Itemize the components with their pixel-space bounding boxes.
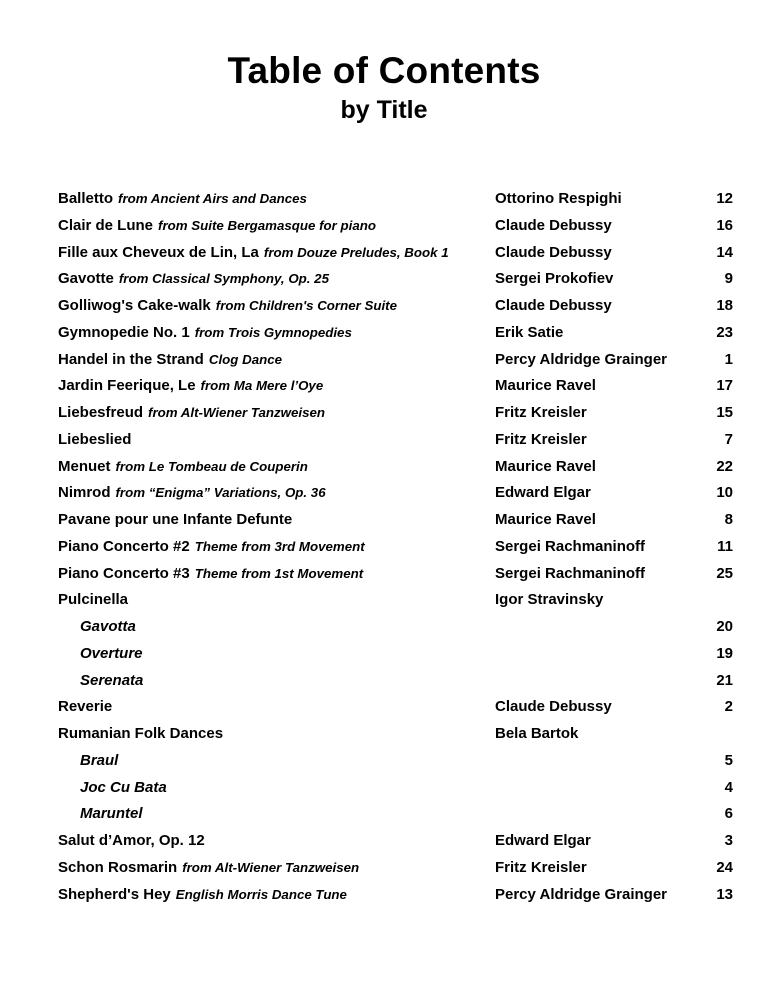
toc-entry-subtitle: English Morris Dance Tune [175,886,347,902]
toc-entry-composer: Maurice Ravel [495,457,596,475]
toc-entry-row[interactable] [0,347,768,374]
page-title-subtitle: by Title [340,95,428,124]
page-title-main: Table of Contents [227,50,541,91]
toc-entry-title-cell [58,186,307,213]
toc-entry-title: Overture [80,644,143,662]
toc-entry-page-number: 16 [716,216,733,234]
toc-entry-title: Joc Cu Bata [80,778,167,796]
toc-entry-page-number: 10 [716,484,733,502]
toc-entry-row[interactable] [0,213,768,240]
toc-entry-row[interactable] [0,186,768,213]
toc-entry-subtitle: Clog Dance [208,351,283,367]
toc-entry-title-cell [58,454,308,481]
toc-entry-title-cell [58,561,363,588]
toc-entry-composer: Sergei Rachmaninoff [495,564,646,582]
toc-entry-title-cell [58,266,329,293]
toc-entry-title-cell [58,347,282,374]
toc-entry-row[interactable] [0,373,768,400]
toc-entry-page-number: 21 [716,671,733,689]
toc-entry-title-cell [58,855,359,882]
toc-entry-title-cell [58,373,323,400]
toc-entry-title: Salut d’Amor, Op. 12 [58,832,205,849]
toc-entry-row[interactable] [0,828,768,855]
toc-entry-title: Clair de Lune [58,216,154,234]
toc-entry-title: Liebesfreud [58,404,144,421]
toc-entry-row[interactable] [0,507,768,534]
toc-entry-page-number: 22 [716,457,733,475]
toc-entry-page-number: 14 [716,243,733,261]
toc-entry-title: Liebeslied [58,430,132,448]
toc-entry-composer: Erik Satie [495,323,564,341]
toc-entry-row[interactable] [0,775,768,802]
page-title [0,52,768,126]
toc-entry-page-number: 17 [716,377,733,395]
toc-entry-subtitle: Theme from 1st Movement [194,565,364,581]
toc-entry-subtitle: from Le Tombeau de Couperin [115,458,308,474]
toc-entry-title: Reverie [58,698,113,716]
toc-entry-page-number: 6 [724,805,733,823]
toc-entry-title-cell [58,213,376,240]
toc-entry-page-number: 13 [716,885,733,903]
toc-entry-title: Pulcinella [58,591,129,609]
toc-entry-subtitle: from Alt-Wiener Tanzweisen [182,859,360,875]
toc-entry-title-cell [80,614,136,641]
toc-entry-list [0,186,768,908]
toc-entry-composer: Sergei Prokofiev [495,270,614,288]
toc-entry-composer: Fritz Kreisler [495,858,587,876]
toc-entry-title-cell [80,641,143,668]
toc-entry-page-number: 12 [716,190,733,207]
toc-entry-composer: Claude Debussy [495,698,612,716]
toc-entry-row[interactable] [0,320,768,347]
toc-entry-page-number: 4 [724,778,733,796]
toc-entry-title-cell [58,882,347,909]
toc-entry-row[interactable] [0,748,768,775]
toc-entry-page-number: 5 [724,751,733,769]
toc-entry-subtitle: from Suite Bergamasque for piano [158,217,376,233]
toc-entry-title: Piano Concerto #2 [58,537,190,555]
toc-entry-title: Balletto [58,190,114,207]
toc-entry-composer: Claude Debussy [495,216,612,234]
toc-entry-composer: Percy Aldridge Grainger [495,350,668,368]
toc-entry-row[interactable] [0,801,768,828]
toc-entry-title-cell [80,775,167,802]
toc-entry-title-cell [58,721,223,748]
toc-entry-page-number: 18 [716,297,733,314]
toc-entry-title: Handel in the Strand [58,350,204,368]
toc-entry-title: Nimrod [58,484,111,502]
toc-entry-title-cell [58,534,365,561]
toc-entry-title-cell [58,507,292,534]
toc-entry-subtitle: from Alt-Wiener Tanzweisen [148,405,325,420]
toc-entry-composer: Percy Aldridge Grainger [495,885,668,903]
toc-entry-composer: Fritz Kreisler [495,404,587,421]
toc-entry-title: Braul [80,751,119,769]
toc-entry-composer: Maurice Ravel [495,377,596,395]
toc-entry-row[interactable] [0,641,768,668]
toc-entry-title: Gymnopedie No. 1 [58,323,190,341]
toc-entry-title: Menuet [58,457,111,475]
toc-entry-row[interactable] [0,855,768,882]
toc-entry-row[interactable] [0,561,768,588]
toc-entry-row[interactable] [0,454,768,481]
toc-entry-composer: Ottorino Respighi [495,190,622,207]
toc-entry-row[interactable] [0,480,768,507]
toc-entry-subtitle: from Children's Corner Suite [215,298,397,313]
toc-entry-row[interactable] [0,587,768,614]
toc-entry-page-number: 25 [716,564,733,582]
toc-entry-row[interactable] [0,293,768,320]
toc-entry-title-cell [58,694,112,721]
toc-entry-title-cell [80,748,118,775]
toc-entry-title: Gavotte [58,270,114,288]
toc-entry-row[interactable] [0,721,768,748]
toc-entry-composer: Edward Elgar [495,484,591,502]
toc-entry-composer: Edward Elgar [495,832,591,849]
toc-entry-composer: Maurice Ravel [495,511,596,528]
toc-entry-title: Piano Concerto #3 [58,564,190,582]
toc-entry-subtitle: from Ma Mere l’Oye [200,378,324,394]
toc-entry-page-number: 1 [724,350,733,368]
toc-entry-page-number: 8 [724,511,733,528]
toc-entry-title-cell [58,480,326,507]
toc-entry-title-cell [58,400,325,427]
toc-entry-title: Fille aux Cheveux de Lin, La [58,243,259,261]
toc-entry-page-number: 20 [716,618,733,635]
toc-entry-composer: Claude Debussy [495,243,612,261]
toc-entry-row[interactable] [0,694,768,721]
toc-entry-title-cell [58,587,128,614]
toc-entry-composer: Fritz Kreisler [495,430,587,448]
toc-entry-composer: Claude Debussy [495,297,612,314]
toc-entry-row[interactable] [0,240,768,267]
toc-entry-row[interactable] [0,882,768,909]
toc-entry-title-cell [80,668,143,695]
toc-entry-composer: Igor Stravinsky [495,591,604,609]
toc-entry-page-number: 3 [724,832,733,849]
toc-entry-title-cell [58,427,131,454]
toc-entry-title-cell [58,293,397,320]
toc-entry-subtitle: from “Enigma” Variations, Op. 36 [115,485,326,501]
toc-entry-title-cell [80,801,143,828]
toc-entry-title-cell [58,828,205,855]
toc-entry-row[interactable] [0,400,768,427]
toc-entry-row[interactable] [0,266,768,293]
toc-entry-subtitle: Theme from 3rd Movement [194,538,365,554]
toc-entry-page-number: 9 [724,270,733,288]
toc-entry-page-number: 24 [716,858,733,876]
toc-entry-subtitle: from Classical Symphony, Op. 25 [118,271,329,287]
toc-entry-page-number: 23 [716,323,733,341]
toc-entry-page-number: 19 [716,644,733,662]
toc-entry-row[interactable] [0,614,768,641]
toc-entry-row[interactable] [0,427,768,454]
toc-entry-title: Pavane pour une Infante Defunte [58,511,293,528]
toc-entry-page-number: 11 [717,537,733,555]
toc-entry-title: Serenata [80,671,144,689]
toc-entry-title: Golliwog's Cake-walk [58,297,211,314]
toc-entry-subtitle: from Douze Preludes, Book 1 [263,244,449,260]
toc-entry-page-number: 2 [724,698,733,716]
toc-entry-composer: Bela Bartok [495,725,579,742]
toc-entry-composer: Sergei Rachmaninoff [495,537,646,555]
toc-entry-row[interactable] [0,668,768,695]
toc-entry-title: Gavotta [80,618,136,635]
toc-entry-page-number: 15 [716,404,733,421]
toc-entry-page-number: 7 [724,430,733,448]
toc-entry-row[interactable] [0,534,768,561]
toc-entry-title: Maruntel [80,805,143,823]
toc-entry-title: Rumanian Folk Dances [58,725,224,742]
toc-entry-title-cell [58,240,449,267]
toc-entry-title: Jardin Feerique, Le [58,377,196,395]
toc-entry-title: Schon Rosmarin [58,858,178,876]
toc-entry-subtitle: from Trois Gymnopedies [194,324,352,340]
toc-entry-title-cell [58,320,352,347]
toc-entry-subtitle: from Ancient Airs and Dances [118,191,307,206]
toc-entry-title: Shepherd's Hey [58,885,171,903]
